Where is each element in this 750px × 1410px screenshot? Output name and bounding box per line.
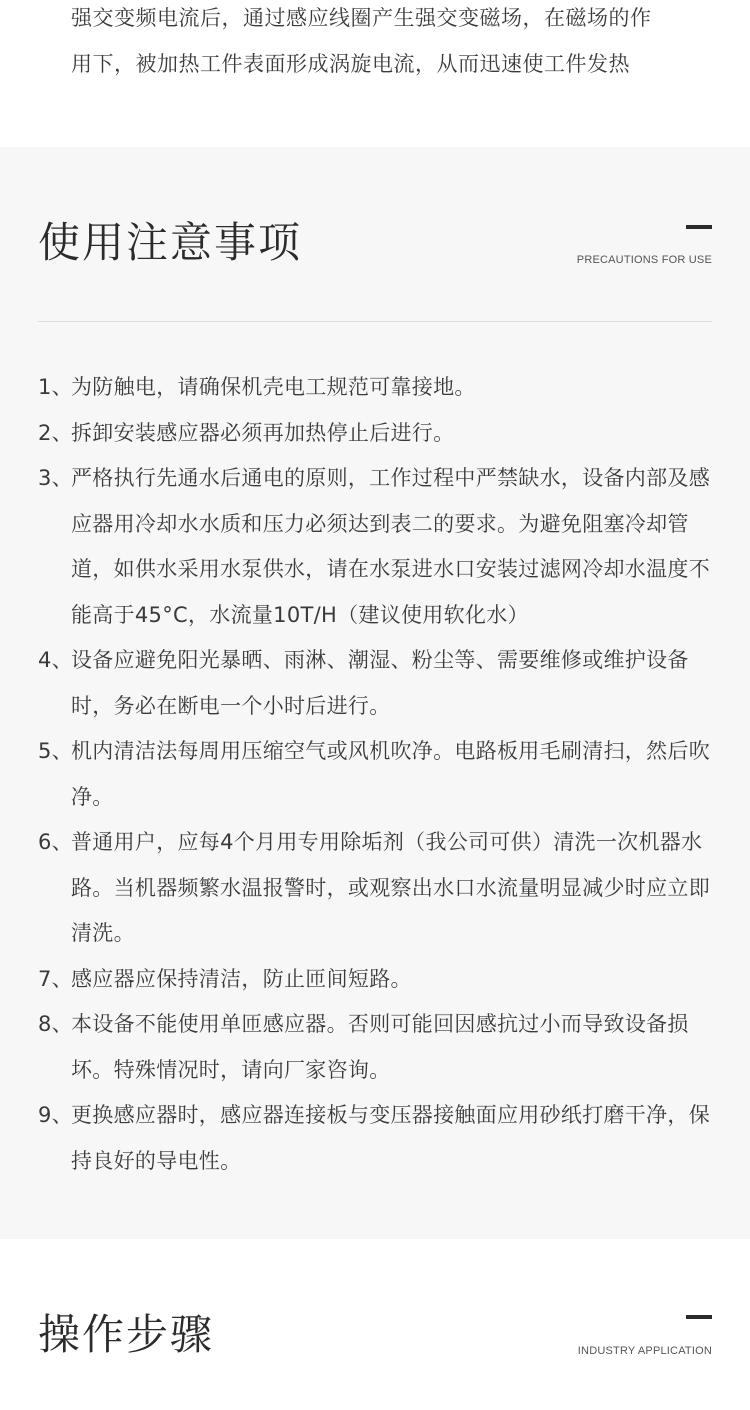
section-title: 操作步骤 — [38, 1310, 215, 1359]
section-divider — [38, 321, 712, 322]
list-item — [38, 820, 722, 957]
operation-section — [0, 1239, 750, 1410]
item-text: 拆卸安装感应器必须再加热停止后进行。 — [71, 420, 455, 445]
item-number: 6、 — [38, 830, 73, 854]
item-text: 机内清洁法每周用压缩空气或风机吹净。电路板用毛刷清扫，然后吹净。 — [71, 739, 710, 809]
item-text: 更换感应器时，感应器连接板与变压器接触面应用砂纸打磨干净，保持良好的导电性。 — [71, 1103, 710, 1173]
item-number: 2、 — [38, 420, 73, 445]
list-item — [38, 638, 722, 729]
title-dash-decoration — [686, 225, 712, 229]
item-number: 8、 — [38, 1012, 73, 1036]
intro-text-line-1: 强交变频电流后，通过感应线圈产生强交变磁场，在磁场的作 — [71, 6, 652, 30]
list-item — [38, 456, 722, 638]
item-number: 3、 — [38, 466, 73, 490]
item-number: 5、 — [38, 739, 73, 763]
item-text: 本设备不能使用单匝感应器。否则可能回因感抗过小而导致设备损坏。特殊情况时，请向厂家咨询。 — [71, 1012, 689, 1082]
item-text: 感应器应保持清洁，防止匝间短路。 — [71, 966, 412, 991]
item-text: 为防触电，请确保机壳电工规范可靠接地。 — [71, 375, 476, 399]
item-number: 4、 — [38, 648, 73, 672]
item-text: 普通用户，应每4个月用专用除垢剂（我公司可供）清洗一次机器水路。当机器频繁水温报警时，或观察出水口水流量明显减少时应立即清洗。 — [71, 830, 710, 945]
list-item — [38, 957, 722, 1003]
precautions-section — [0, 147, 750, 1239]
list-item — [38, 411, 722, 457]
title-dash-decoration — [686, 1315, 712, 1319]
item-text: 严格执行先通水后通电的原则，工作过程中严禁缺水，设备内部及感应器用冷却水水质和压力必须达到表二的要求。为避免阻塞冷却管道，如供水采用水泵供水，请在水泵进水口安装过滤网冷却水温度不能高于45°C，水流量10T/H（建议使用软化水） — [71, 466, 710, 627]
list-item — [38, 1093, 722, 1184]
item-number: 7、 — [38, 966, 73, 991]
section-subtitle: INDUSTRY APPLICATION — [577, 1345, 712, 1357]
intro-block — [0, 0, 750, 147]
item-number: 9、 — [38, 1103, 73, 1127]
section-title: 使用注意事项 — [38, 218, 303, 267]
list-item — [38, 1002, 722, 1093]
item-text: 设备应避免阳光暴晒、雨淋、潮湿、粉尘等、需要维修或维护设备时，务必在断电一个小时后进行。 — [71, 648, 689, 718]
list-item — [38, 729, 722, 820]
section-subtitle: PRECAUTIONS FOR USE — [576, 254, 712, 266]
item-number: 1、 — [38, 375, 73, 399]
list-item — [38, 365, 722, 411]
precautions-list — [38, 365, 722, 1184]
intro-text-line-2: 用下，被加热工件表面形成涡旋电流，从而迅速使工件发热 — [71, 52, 630, 76]
